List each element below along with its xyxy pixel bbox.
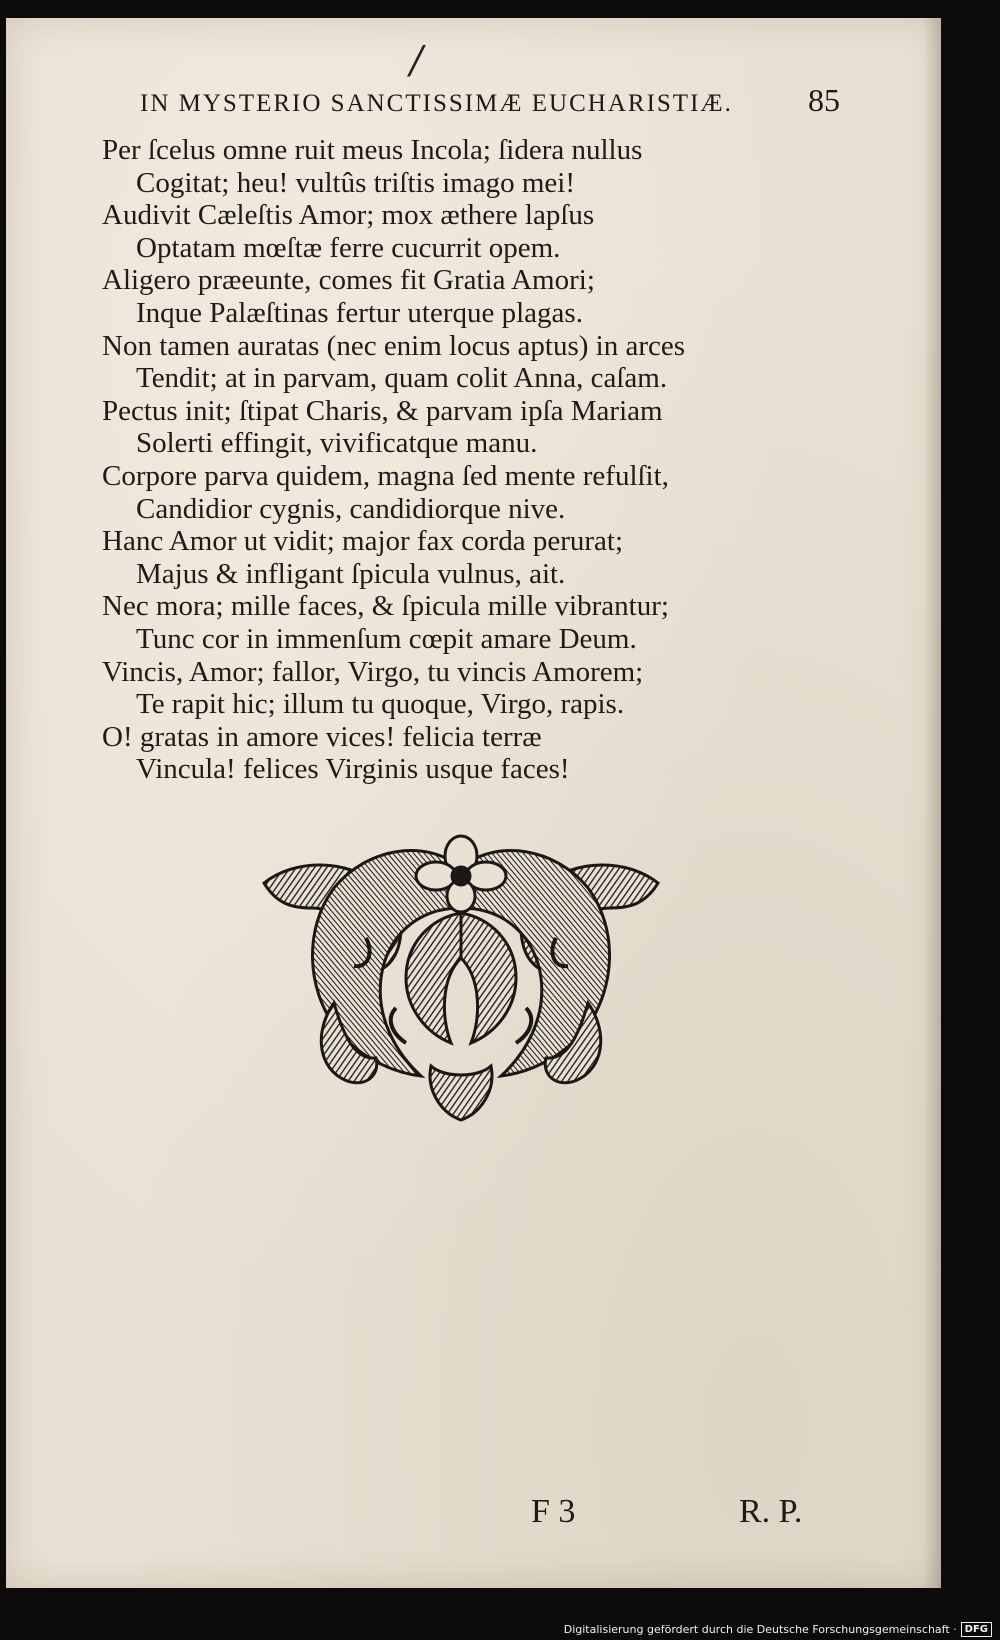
- page-footer: [6, 1493, 941, 1543]
- running-title: IN MYSTERIO SANCTISSIMÆ EUCHARISTIÆ.: [140, 90, 733, 117]
- poem-line: Non tamen auratas (nec enim locus aptus) in arces: [102, 329, 686, 362]
- poem-line: Corpore parva quidem, magna ſed mente refulſit,: [102, 459, 669, 492]
- poem-line: Optatam mœſtæ ferre cucurrit opem.: [136, 231, 561, 264]
- poem-line: Majus & infligant ſpicula vulnus, ait.: [136, 557, 566, 590]
- credit-text: Digitalisierung gefördert durch die Deutsche Forschungsgemeinschaft ·: [563, 1623, 957, 1636]
- poem-line: Cogitat; heu! vultûs triſtis imago mei!: [136, 166, 575, 199]
- poem-line: Vincis, Amor; fallor, Virgo, tu vincis Amorem;: [102, 655, 644, 688]
- poem-line: Nec mora; mille faces, & ſpicula mille vibrantur;: [102, 590, 669, 623]
- poem-line: Audivit Cæleſtis Amor; mox æthere lapſus: [102, 199, 595, 232]
- poem-text: [102, 134, 822, 786]
- catchword: R. P.: [739, 1493, 803, 1530]
- poem-line: Aligero præeunte, comes fit Gratia Amori;: [102, 264, 595, 297]
- poem-line: Inque Palæſtinas fertur uterque plagas.: [136, 296, 583, 329]
- poem-line: Te rapit hic; illum tu quoque, Virgo, rapis.: [136, 688, 625, 721]
- poem-line: Pectus init; ſtipat Charis, & parvam ipſa Mariam: [102, 394, 663, 427]
- page-edge-shadow: [923, 18, 941, 1588]
- running-head: [140, 82, 840, 119]
- poem-line: Vincula! felices Virginis usque faces!: [136, 753, 570, 786]
- poem-line: Tendit; at in parvam, quam colit Anna, caſam.: [136, 362, 668, 395]
- poem-line: Tunc cor in immenſum cœpit amare Deum.: [136, 622, 637, 655]
- page-number: 85: [808, 82, 840, 118]
- poem-line: Candidior cygnis, candidiorque nive.: [136, 492, 566, 525]
- poem-line: Per ſcelus omne ruit meus Incola; ſidera nullus: [102, 134, 643, 166]
- digitization-credit: [564, 1622, 992, 1637]
- poem-line: Hanc Amor ut vidit; major fax corda perurat;: [102, 525, 624, 558]
- poem-line: Solerti effingit, vivificatque manu.: [136, 427, 538, 460]
- pencil-mark: /: [410, 38, 423, 82]
- book-page: [6, 18, 941, 1588]
- poem-line: O! gratas in amore vices! felicia terræ: [102, 720, 542, 753]
- ornament-vignette: [256, 828, 666, 1128]
- dfg-logo: DFG: [961, 1622, 992, 1637]
- signature-mark: F 3: [531, 1493, 576, 1530]
